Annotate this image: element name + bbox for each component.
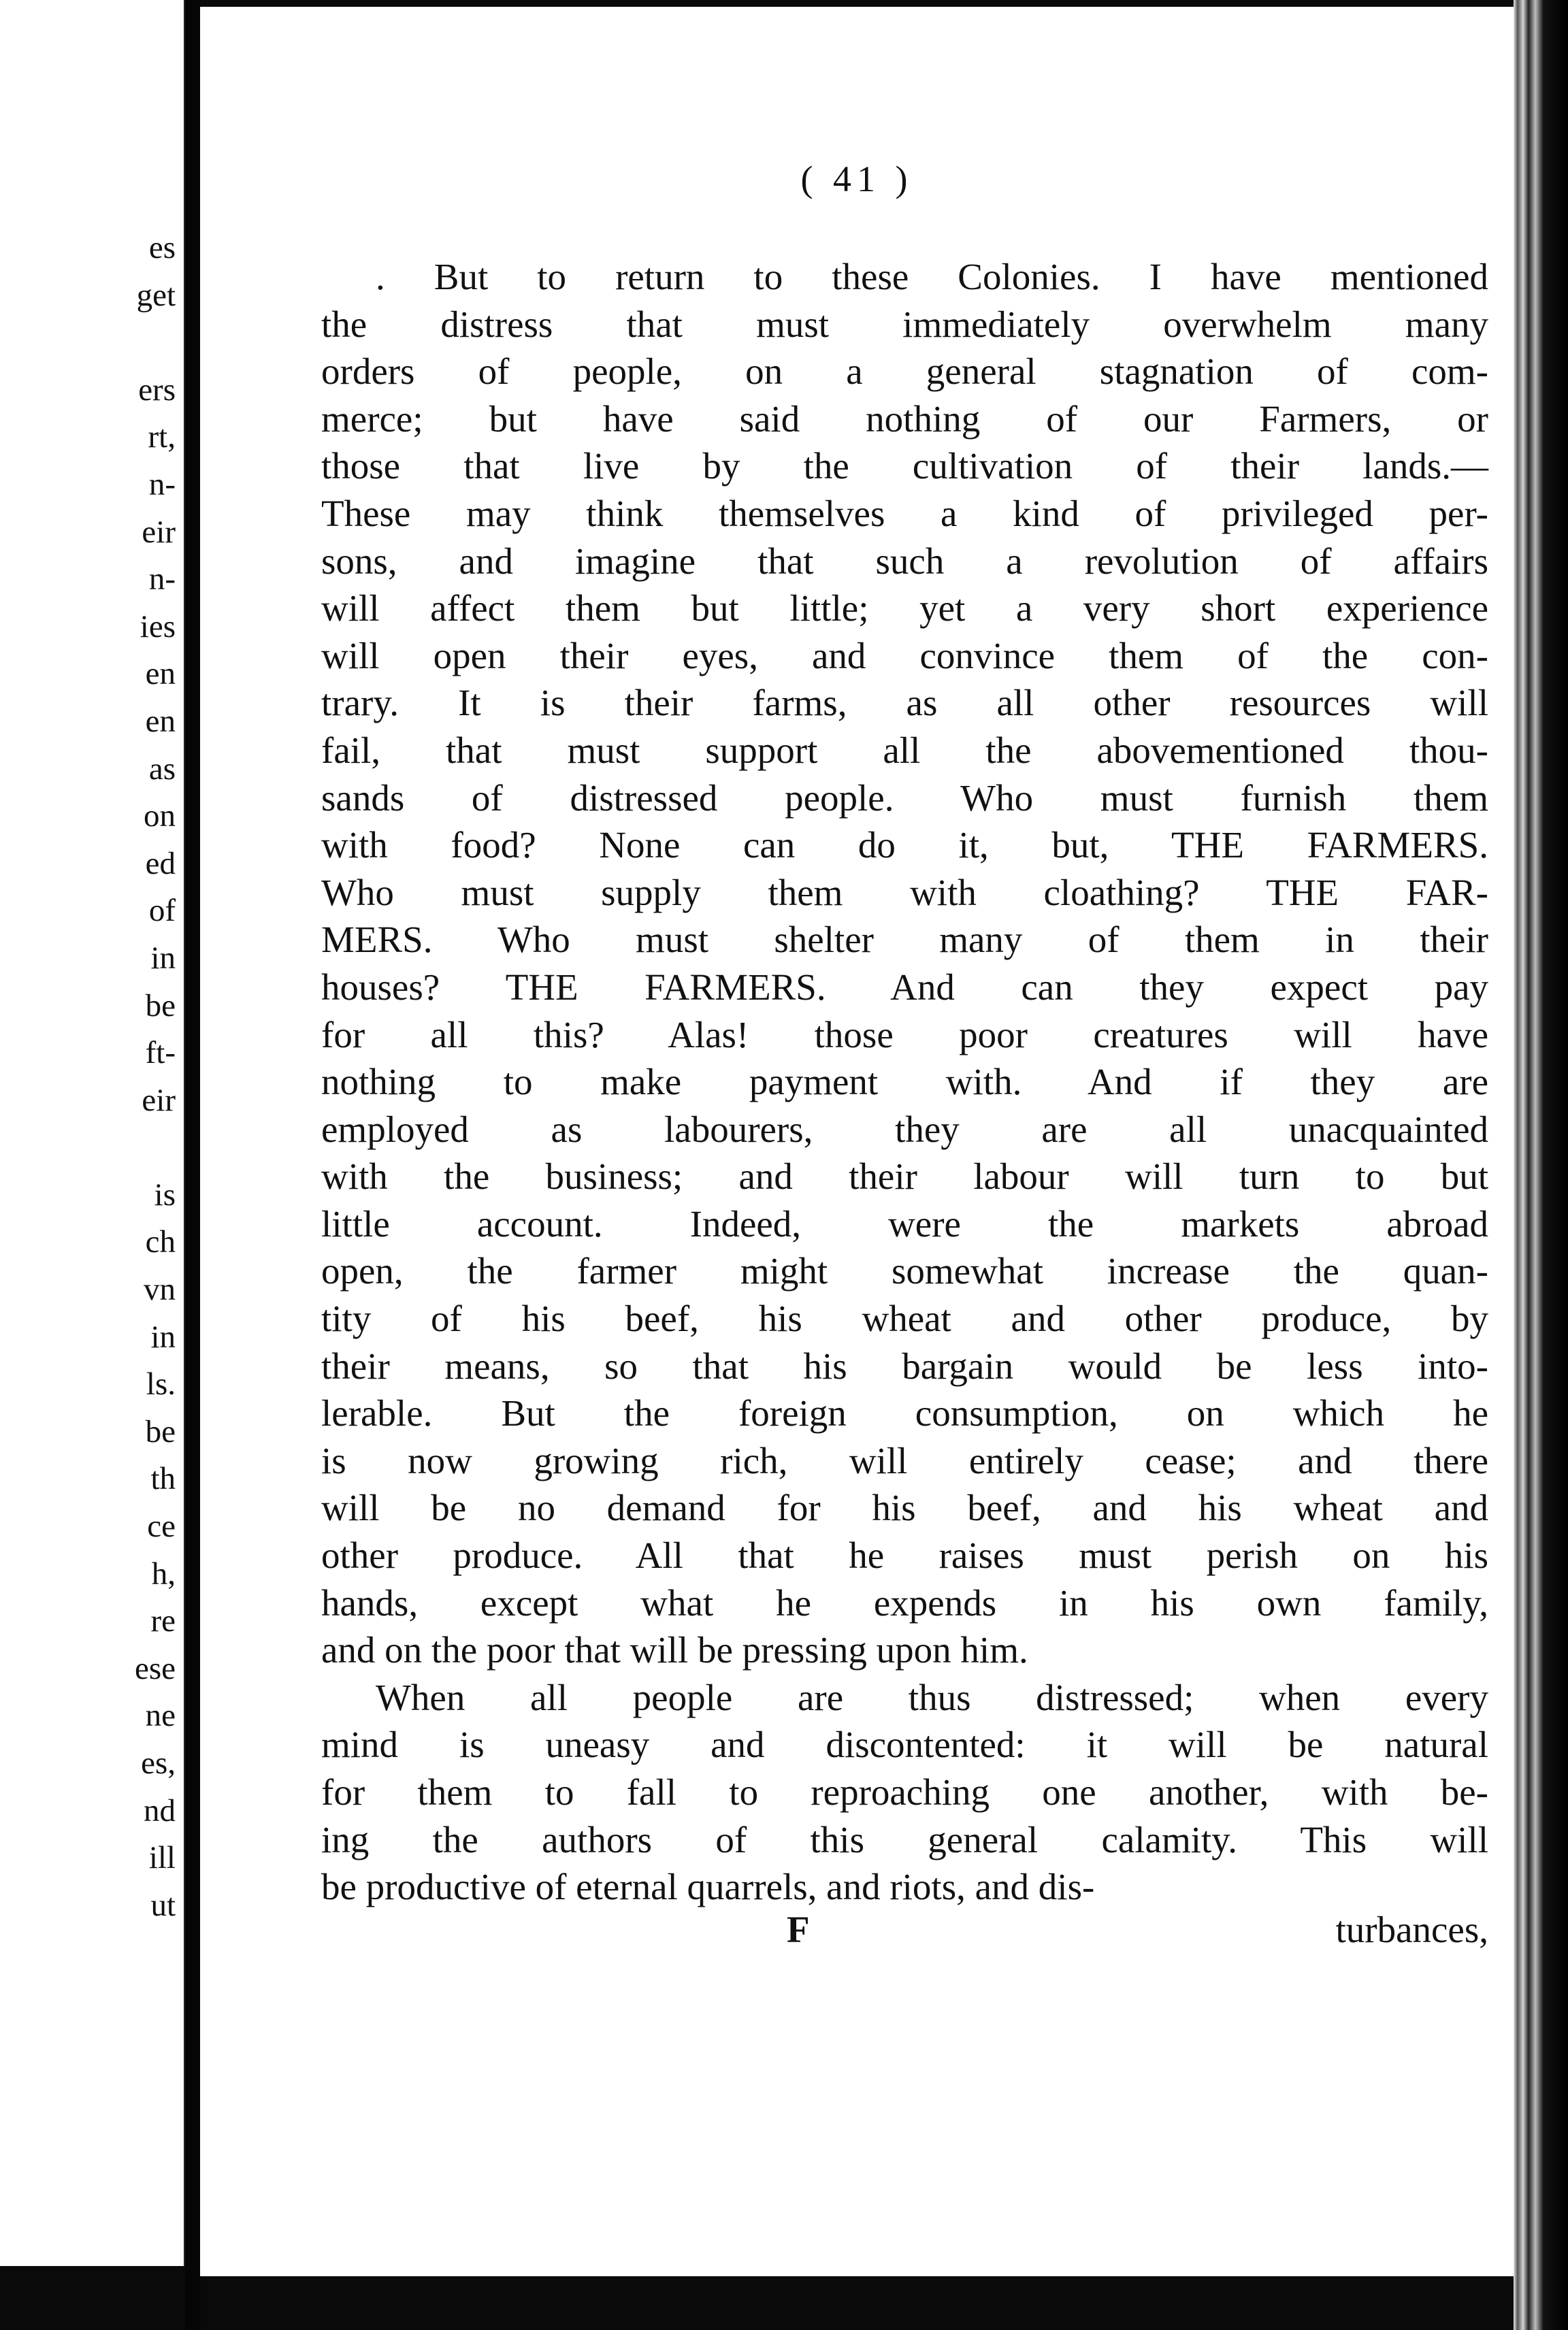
facing-line-end: n- — [148, 561, 176, 597]
text-line: is now growing rich, will entirely cease; and there — [321, 1439, 1488, 1481]
facing-line-end: es, — [141, 1745, 176, 1781]
text-line: and on the poor that will be pressing upon him. — [321, 1629, 1028, 1671]
text-line: Who must supply them with cloathing? THE FAR- — [321, 871, 1488, 913]
text-line: little account. Indeed, were the markets abroad — [321, 1202, 1488, 1245]
facing-line-end: ne — [145, 1698, 176, 1734]
text-line: merce; but have said nothing of our Farmers, or — [321, 397, 1488, 440]
text-line: will be no demand for his beef, and his wheat and — [321, 1487, 1488, 1529]
facing-line-end: is — [154, 1177, 176, 1213]
facing-line-end: re — [150, 1603, 176, 1639]
text-line: will open their eyes, and convince them of the con- — [321, 634, 1488, 676]
facing-line-end: rt, — [148, 419, 176, 455]
facing-line-end: eir — [142, 1082, 176, 1118]
text-line: mind is uneasy and discontented: it will be natural — [321, 1724, 1488, 1766]
text-line: houses? THE FARMERS. And can they expect pay — [321, 966, 1488, 1008]
facing-line-end: ed — [145, 845, 176, 881]
text-line: MERS. Who must shelter many of them in their — [321, 919, 1488, 961]
facing-line-end: h, — [151, 1556, 176, 1592]
body-text — [321, 253, 1488, 1911]
facing-page — [0, 0, 186, 2266]
text-line: . But to return to these Colonies. I have mentioned — [376, 256, 1488, 297]
facing-line-end: th — [150, 1461, 176, 1497]
text-line: employed as labourers, they are all unacquainted — [321, 1108, 1488, 1150]
text-line: other produce. All that he raises must perish on his — [321, 1535, 1488, 1577]
facing-line-end: as — [148, 751, 176, 787]
book-gutter — [185, 0, 200, 2330]
text-line: tity of his beef, his wheat and other produce, by — [321, 1298, 1488, 1340]
page-number: ( 41 ) — [800, 159, 913, 199]
facing-line-end: ies — [140, 608, 176, 644]
text-line: with the business; and their labour will turn to but — [321, 1155, 1488, 1198]
facing-line-end: in — [150, 1319, 176, 1355]
facing-line-end: in — [150, 940, 176, 976]
facing-line-end: ls. — [146, 1366, 176, 1402]
facing-line-end: ers — [138, 372, 176, 408]
text-line: sands of distressed people. Who must furnish them — [321, 776, 1488, 819]
facing-line-end: on — [144, 798, 176, 834]
facing-line-end: en — [145, 703, 176, 739]
text-line: those that live by the cultivation of their lands.— — [321, 445, 1488, 487]
text-line: sons, and imagine that such a revolution of affairs — [321, 540, 1488, 582]
text-line: their means, so that his bargain would be less into- — [321, 1345, 1488, 1387]
facing-line-end: be — [145, 987, 176, 1023]
facing-line-end: ce — [147, 1509, 176, 1545]
facing-line-end: ese — [134, 1650, 176, 1686]
facing-line-end — [0, 319, 184, 367]
text-line: ing the authors of this general calamity. This will — [321, 1818, 1488, 1860]
signature-mark: F — [787, 1909, 810, 1950]
facing-line-end: ch — [145, 1224, 176, 1260]
book-page — [200, 7, 1518, 2276]
text-line: for them to fall to reproaching one another, with be- — [321, 1771, 1488, 1813]
page-footer — [321, 1906, 1488, 1954]
text-line: trary. It is their farms, as all other resources will — [321, 682, 1488, 724]
text-line: hands, except what he expends in his own family, — [321, 1581, 1488, 1624]
text-line: with food? None can do it, but, THE FARMERS. — [321, 824, 1488, 866]
facing-line-end: be — [145, 1413, 176, 1449]
facing-line-end: ut — [150, 1887, 176, 1923]
text-line: When all people are thus distressed; when every — [376, 1676, 1488, 1718]
facing-line-end: ill — [148, 1840, 176, 1876]
text-line: nothing to make payment with. And if they are — [321, 1061, 1488, 1103]
text-line: fail, that must support all the abovementioned thou- — [321, 729, 1488, 771]
text-line: will affect them but little; yet a very short experience — [321, 587, 1488, 629]
text-line: for all this? Alas! those poor creatures will have — [321, 1013, 1488, 1055]
facing-line-end: ft- — [145, 1035, 176, 1071]
page-edges — [1514, 0, 1568, 2330]
text-line: the distress that must immediately overwhelm many — [321, 303, 1488, 345]
facing-line-end: nd — [144, 1792, 176, 1828]
facing-page-line-ends — [0, 225, 184, 1929]
facing-line-end: es — [148, 230, 176, 265]
facing-line-end: of — [148, 893, 176, 929]
text-line: These may think themselves a kind of privileged per- — [321, 492, 1488, 534]
facing-line-end — [0, 1124, 184, 1172]
text-line: be productive of eternal quarrels, and riots, and dis- — [321, 1866, 1095, 1908]
facing-line-end: en — [145, 656, 176, 692]
text-line: lerable. But the foreign consumption, on which he — [321, 1392, 1488, 1434]
facing-line-end: n- — [148, 466, 176, 502]
text-line: orders of people, on a general stagnation of com- — [321, 350, 1488, 393]
facing-line-end: eir — [142, 514, 176, 550]
catchword: turbances, — [1335, 1909, 1488, 1950]
facing-line-end: vn — [144, 1272, 176, 1308]
facing-line-end: get — [136, 277, 176, 313]
text-line: open, the farmer might somewhat increase the quan- — [321, 1250, 1488, 1292]
